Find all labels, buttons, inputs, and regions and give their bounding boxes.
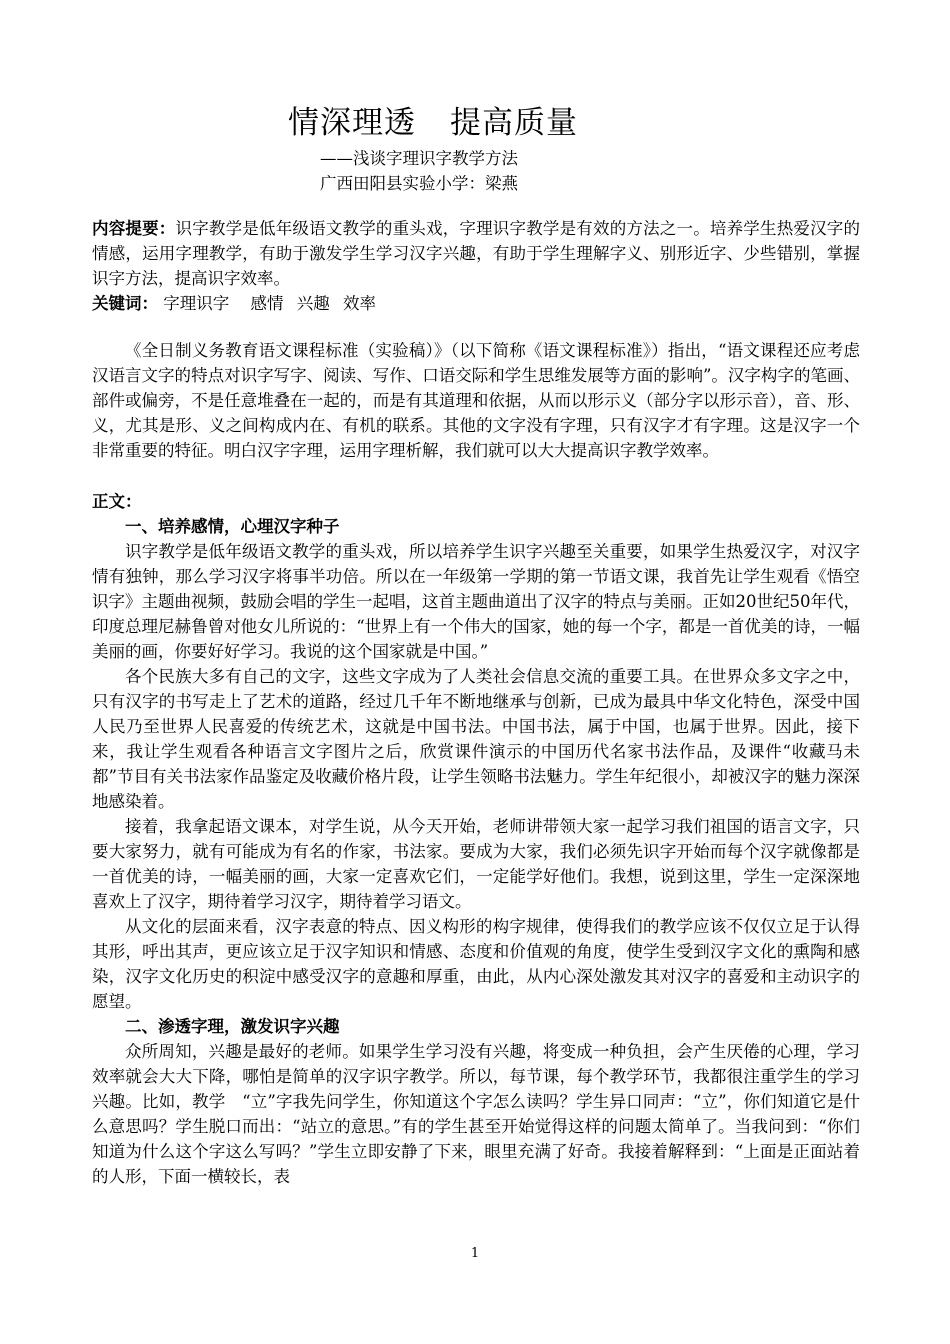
abstract-text: 识字教学是低年级语文教学的重头戏，字理识字教学是有效的方法之一。培养学生热爱汉字的情感，运用字理教学，有助于激发学生学习汉字兴趣，有助于学生理解字义、别形近字、少些错别，掌握识字方法，提高识字效率。	[92, 219, 860, 288]
page-number: 1	[470, 1246, 480, 1261]
intro-paragraph: 《全日制义务教育语文课程标准（实验稿）》（以下简称《语文课程标准》）指出，“语文课程还应考虑汉语言文字的特点对识字写字、阅读、写作、口语交际和学生思维发展等方面的影响”。汉字构字的笔画、部件或偏旁，不是任意堆叠在一起的，而是有其道理和依据，从而以形示义（部分字以形示音），音、形、义，尤其是形、义之间构成内在、有机的联系。其他的文字没有字理，只有汉字才有字理。这是汉字一个非常重要的特征。明白汉字字理，运用字理析解，我们就可以大大提高识字教学效率。	[92, 341, 860, 460]
keyword-4: 效率	[343, 294, 376, 313]
page-footer	[0, 1246, 950, 1262]
title-part-1: 情深理透	[288, 105, 416, 141]
section-2-heading: 二、渗透字理，激发识字兴趣	[125, 1017, 340, 1036]
document-author: 广西田阳县实验小学：梁燕	[320, 174, 518, 193]
abstract-label: 内容提要：	[92, 219, 176, 238]
section-1-paragraph: 识字教学是低年级语文教学的重头戏，所以培养学生识字兴趣至关重要，如果学生热爱汉字，对汉字情有独钟，那么学习汉字将事半功倍。所以在一年级第一学期的第一节语文课，我首先让学生观看《悟空识字》主题曲视频，鼓励会唱的学生一起唱，这首主题曲道出了汉字的特点与美丽。正如20世纪50年代，印度总理尼赫鲁曾对他女儿所说的：“世界上有一个伟大的国家，她的每一个字，都是一首优美的诗，一幅美丽的画，你要好好学习。我说的这个国家就是中国。”	[92, 542, 860, 661]
keywords-label: 关键词：	[92, 294, 158, 313]
section-1-paragraph: 接着，我拿起语文课本，对学生说，从今天开始，老师讲带领大家一起学习我们祖国的语言文字，只要大家努力，就有可能成为有名的作家，书法家。要成为大家，我们必须先识字开始而每个汉字就像都是一首优美的诗，一幅美丽的画，大家一定喜欢它们，一定能学好他们。我想，说到这里，学生一定深深地喜欢上了汉字，期待着学习汉字，期待着学习语文。	[92, 817, 860, 911]
abstract-paragraph	[92, 216, 860, 291]
document-title	[92, 100, 860, 146]
document-body	[92, 338, 860, 1189]
abstract-block	[92, 216, 860, 316]
section-2-paragraph: 众所周知，兴趣是最好的老师。如果学生学习没有兴趣，将变成一种负担，会产生厌倦的心理，学习效率就会大大下降，哪怕是简单的汉字识字教学。所以，每节课，每个教学环节，我都很注重学生的学习兴趣。比如，教学 “立”字我先问学生，你知道这个字怎么读吗？学生异口同声：“立”，你们知道它是什么意思吗？学生脱口而出：“站立的意思。”有的学生甚至开始觉得这样的问题太简单了。当我问到：“你们知道为什么这个字这么写吗？”学生立即安静了下来，眼里充满了好奇。我接着解释到：“上面是正面站着的人形，下面一横较长，表	[92, 1042, 860, 1186]
section-1-heading: 一、培养感情，心埋汉字种子	[125, 517, 340, 536]
keyword-3: 兴趣	[296, 294, 330, 313]
keyword-1: 字理识字	[163, 294, 230, 313]
section-1-paragraph: 各个民族大多有自己的文字，这些文字成为了人类社会信息交流的重要工具。在世界众多文字之中，只有汉字的书写走上了艺术的道路，经过几千年不断地继承与创新，已成为最具中华文化特色，深受中国人民乃至世界人民喜爱的传统艺术，这就是中国书法。中国书法，属于中国，也属于世界。因此，接下来，我让学生观看各种语言文字图片之后，欣赏课件演示的中国历代名家书法作品，及课件“收藏马未都”节目有关书法家作品鉴定及收藏价格片段，让学生领略书法魅力。学生年纪很小，却被汉字的魅力深深地感染着。	[92, 667, 860, 811]
section-1-paragraph: 从文化的层面来看，汉字表意的特点、因义构形的构字规律，使得我们的教学应该不仅仅立足于认得其形，呼出其声，更应该立足于汉字知识和情感、态度和价值观的角度，使学生受到汉字文化的熏陶和感染，汉字文化历史的积淀中感受汉字的意趣和厚重，由此，从内心深处激发其对汉字的喜爱和主动识字的愿望。	[92, 917, 860, 1011]
title-part-2: 提高质量	[450, 105, 578, 141]
keywords-line	[92, 291, 860, 316]
keyword-2: 感情	[250, 294, 284, 313]
document-subtitle: ——浅谈字理识字教学方法	[320, 149, 518, 168]
document-page	[92, 100, 860, 1189]
main-text-label: 正文：	[92, 492, 142, 511]
